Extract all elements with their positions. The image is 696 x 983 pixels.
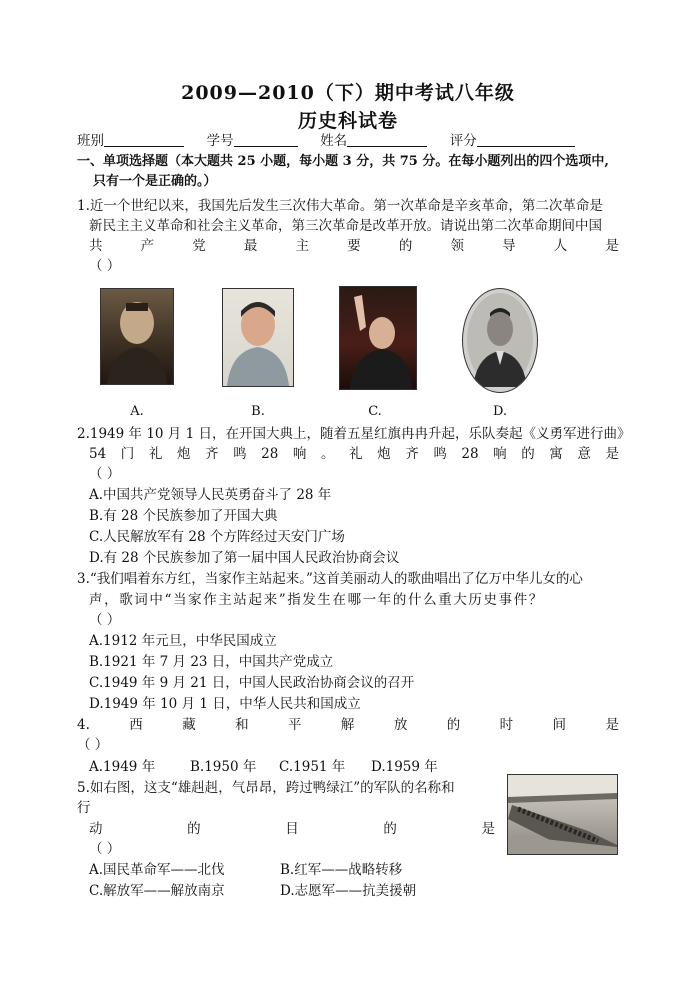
portrait-photo-b — [222, 288, 294, 387]
q4-option-a: A.1949 年 — [89, 759, 156, 775]
q1-line1: 1.近一个世纪以来，我国先后发生三次伟大革命。第一次革命是辛亥革命，第二次革命是 — [77, 198, 603, 214]
exam-title: 2009—2010（下）期中考试八年级 — [181, 82, 515, 104]
photo-caption-b: B. — [251, 404, 265, 419]
q2-answer-paren: （ ） — [89, 466, 121, 482]
q3-line2: 声，歌词中“当家作主站起来”指发生在哪一年的什么重大历史事件？ — [89, 592, 544, 608]
score-label: 评分 — [449, 133, 477, 149]
q5-option-b: B.红军——战略转移 — [280, 862, 403, 878]
q5-line2: 行 — [77, 800, 91, 816]
q5-line1: 5.如右图，这支“雄赳赳，气昂昂，跨过鸭绿江”的军队的名称和 — [77, 780, 455, 796]
q3-answer-paren: （ ） — [89, 612, 121, 628]
q2-option-d: D.有 28 个民族参加了第一届中国人民政治协商会议 — [89, 550, 400, 566]
id-blank[interactable] — [234, 132, 298, 147]
q4-option-d: D.1959 年 — [371, 759, 438, 775]
class-blank[interactable] — [104, 132, 184, 147]
q4-answer-paren: （ ） — [77, 737, 109, 753]
q2-option-a: A.中国共产党领导人民英勇奋斗了 28 年 — [89, 487, 332, 503]
q3-option-a: A.1912 年元旦，中华民国成立 — [89, 633, 277, 649]
class-label: 班别 — [77, 133, 104, 149]
q2-option-b: B.有 28 个民族参加了开国大典 — [89, 508, 278, 524]
exam-subtitle: 历史科试卷 — [297, 110, 398, 132]
photo-caption-d: D. — [492, 404, 508, 419]
portrait-photo-a — [100, 288, 174, 385]
troops-crossing-photo — [507, 774, 618, 855]
photo-caption-a: A. — [130, 404, 144, 419]
q5-option-d: D.志愿军——抗美援朝 — [280, 883, 417, 899]
q5-option-c: C.解放军——解放南京 — [89, 883, 225, 899]
q3-option-d: D.1949 年 10 月 1 日，中华人民共和国成立 — [89, 696, 361, 712]
score-blank[interactable] — [477, 132, 575, 147]
photo-caption-c: C. — [368, 404, 382, 419]
name-blank[interactable] — [347, 132, 427, 147]
portrait-photo-c — [339, 286, 417, 390]
id-label: 学号 — [206, 133, 234, 149]
q4-option-b: B.1950 年 — [190, 759, 257, 775]
q4-option-c: C.1951 年 — [279, 759, 346, 775]
q4-line1: 4. 西 藏 和 平 解 放 的 时 间 是 — [77, 717, 619, 733]
q3-option-c: C.1949 年 9 月 21 日，中国人民政治协商会议的召开 — [89, 675, 415, 691]
q3-line1: 3.“我们唱着东方红，当家作主站起来。”这首美丽动人的歌曲唱出了亿万中华儿女的心 — [77, 571, 583, 587]
q5-option-a: A.国民革命军——北伐 — [89, 862, 225, 878]
q2-option-c: C.人民解放军有 28 个方阵经过天安门广场 — [89, 529, 345, 545]
q2-line1: 2.1949 年 10 月 1 日，在开国大典上，随着五星红旗冉冉升起，乐队奏起《义勇军进行曲》 — [77, 426, 631, 442]
q5-line3: 动 的 目 的 是 — [89, 821, 495, 837]
q1-answer-paren: （ ） — [89, 258, 121, 274]
q1-line3: 共 产 党 最 主 要 的 领 导 人 是 — [89, 238, 619, 254]
student-info-row — [77, 131, 575, 151]
q2-line2: 54 门 礼 炮 齐 鸣 28 响 。 礼 炮 齐 鸣 28 响 的 寓 意 是 — [89, 446, 619, 462]
name-label: 姓名 — [320, 133, 348, 149]
q1-line2: 新民主主义革命和社会主义革命，第三次革命是改革开放。请说出第二次革命期间中国 — [89, 218, 602, 234]
section-heading-cont: 只有一个是正确的。） — [93, 174, 217, 189]
section-heading: 一、单项选择题（本大题共 25 小题，每小题 3 分，共 75 分。在每小题列出的四个选项中, — [77, 154, 609, 169]
portrait-photo-d — [462, 288, 538, 393]
q5-answer-paren: （ ） — [89, 841, 121, 857]
q3-option-b: B.1921 年 7 月 23 日，中国共产党成立 — [89, 654, 334, 670]
